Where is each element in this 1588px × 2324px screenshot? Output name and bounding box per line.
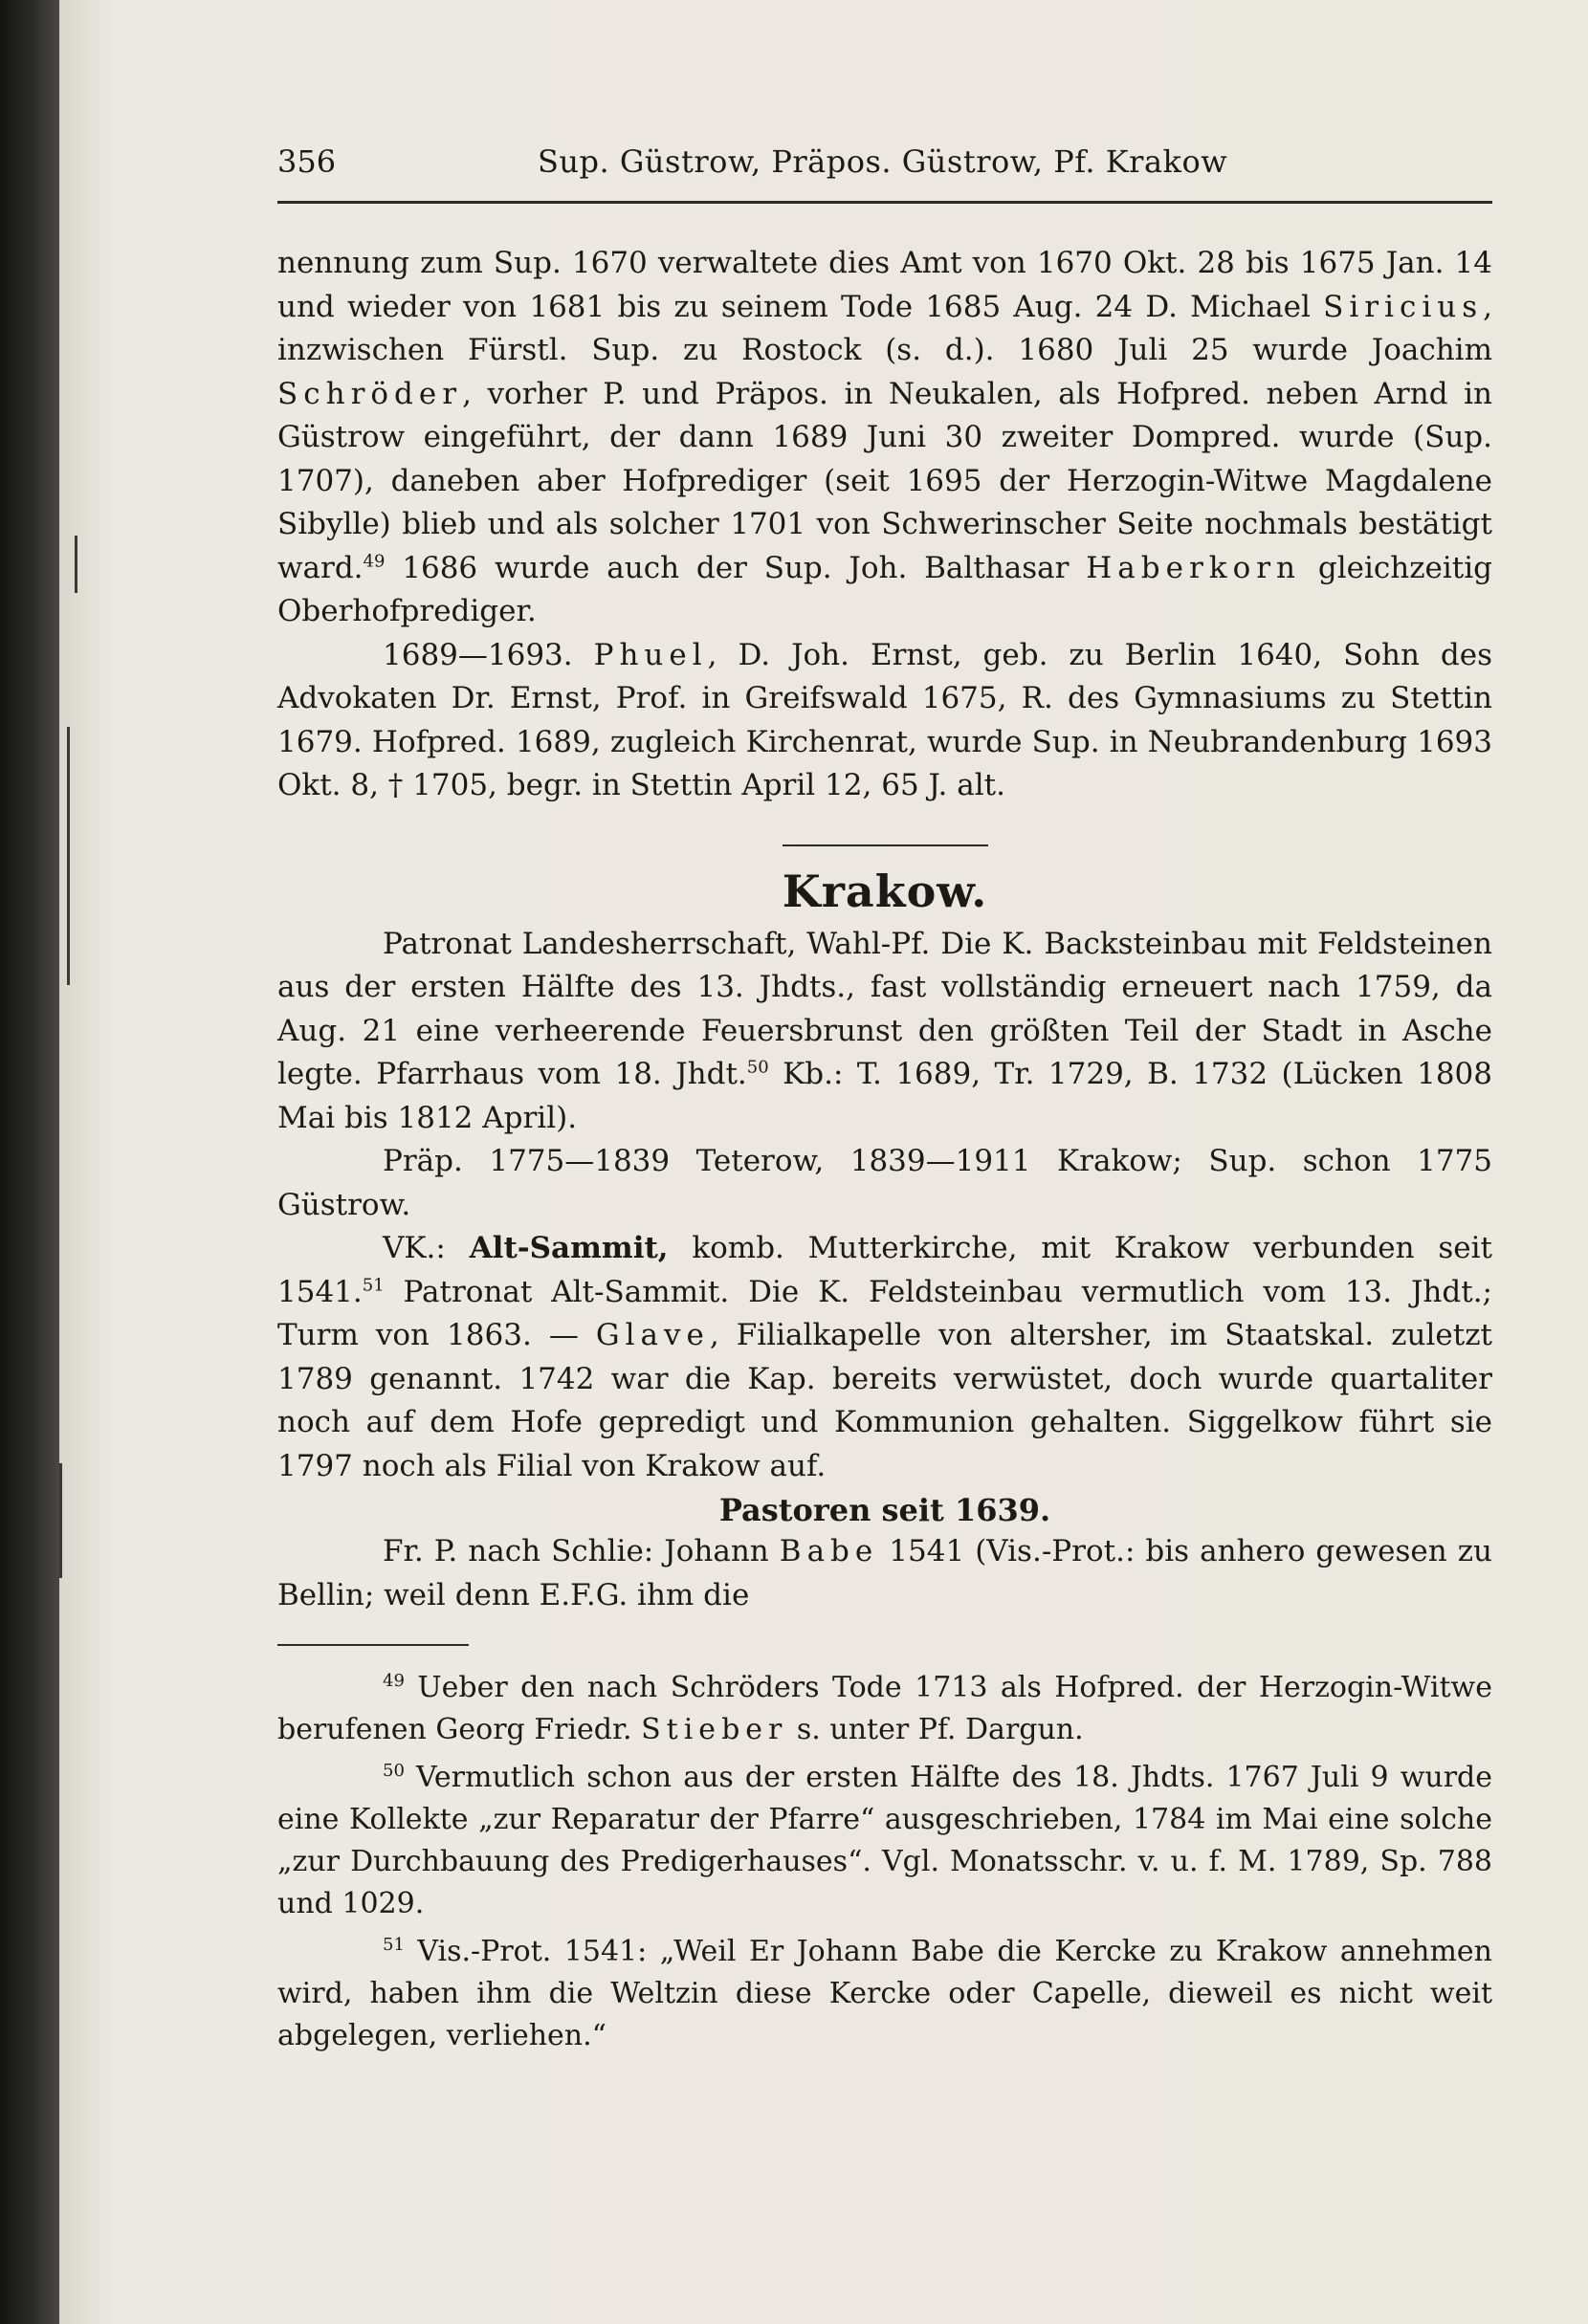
footnote-rule	[277, 1644, 469, 1646]
text-run: Kb.: T. 1689, Tr. 1729, B. 1732 (Lücken 1808 Mai bis 1812 April).	[277, 1057, 1492, 1135]
text-run: s. unter Pf. Dargun.	[787, 1713, 1084, 1746]
running-title: Sup. Güstrow, Präpos. Güstrow, Pf. Krakow	[538, 143, 1228, 180]
text-run: nennung zum Sup. 1670 verwaltete dies Amt von 1670 Okt. 28 bis 1675 Jan. 14 und wieder von 1681 bis zu seinem Tode 1685 Aug. 24 D. Michael	[277, 246, 1492, 324]
footnote	[277, 1667, 1492, 1751]
paragraph: Präp. 1775—1839 Teterow, 1839—1911 Krakow; Sup. schon 1775 Güstrow.	[277, 1144, 1492, 1222]
header-rule	[277, 201, 1492, 204]
text-run: , vorher P. und Präpos. in Neukalen, als Hofpred. neben Arnd in Güstrow eingeführt, der dann 1689 Juni 30 zweiter Dompred. wurde (Sup. 1707), daneben aber Hofprediger (seit 1695 der Herzogin-Witwe Magdalene Sibylle) blieb und als solcher 1701 von Schwerinscher Seite nochmals bestätigt ward.	[277, 376, 1492, 585]
paragraph	[277, 242, 1492, 634]
footnote-ref: 51	[362, 1275, 385, 1296]
scan-edge	[0, 0, 59, 2324]
text-run: 1686 wurde auch der Sup. Joh. Balthasar	[385, 550, 1087, 585]
page-header	[277, 143, 1492, 197]
text-run: Vis.-Prot. 1541: „Weil Er Johann Babe die Kercke zu Krakow annehmen wird, haben ihm die Weltzin diese Kercke oder Capelle, dieweil es nicht weit abgelegen, verliehen.“	[277, 1935, 1492, 2052]
text-run: 1541 (Vis.-Prot.: bis anhero gewesen zu Bellin; weil denn E.F.G. ihm die	[277, 1534, 1493, 1612]
spaced-name: Phuel	[593, 637, 708, 672]
text-run: VK.:	[383, 1231, 470, 1265]
page-content	[277, 143, 1492, 2057]
text-run: , Filialkapelle von altersher, im Staatskal. zuletzt 1789 genannt. 1742 war die Kap. bereits verwüstet, doch wurde quartaliter noch auf dem Hofe gepredigt und Kommunion gehalten. Siggelkow führt sie 1797 noch als Filial von Krakow auf.	[277, 1318, 1492, 1483]
footnotes	[277, 1667, 1492, 2057]
text-run: Ueber den nach Schröders Tode 1713 als Hofpred. der Herzogin-Witwe berufenen Georg Friedr.	[277, 1671, 1492, 1746]
footnote-number: 50	[383, 1761, 405, 1781]
spaced-name: Haberkorn	[1086, 550, 1302, 585]
paragraph	[277, 923, 1492, 1141]
footnote	[277, 1931, 1492, 2057]
text-run: 1689—1693.	[383, 637, 594, 672]
spaced-name: Schröder	[277, 376, 463, 411]
section-divider	[783, 844, 988, 846]
spaced-name: Glave	[595, 1318, 710, 1352]
section-title: Krakow.	[782, 865, 988, 917]
body-text	[277, 242, 1492, 1617]
margin-mark	[75, 536, 77, 593]
footnote-number: 49	[383, 1671, 405, 1691]
footnote-ref: 50	[746, 1057, 769, 1078]
spaced-name: Stieber	[641, 1713, 788, 1746]
text-run: gleichzeitig Oberhofprediger.	[277, 550, 1493, 628]
text-run: Patronat Alt-Sammit. Die K. Feldsteinbau vermutlich vom 13. Jhdt.; Turm von 1863. —	[277, 1274, 1492, 1352]
bold-place-name: Alt-Sammit,	[469, 1231, 669, 1265]
text-run: komb. Mutterkirche, mit Krakow verbunden seit 1541.	[277, 1231, 1492, 1309]
book-page	[59, 0, 1588, 2324]
spaced-name: Siricius	[1323, 289, 1484, 324]
text-run: , inzwischen Fürstl. Sup. zu Rostock (s. d.). 1680 Juli 25 wurde Joachim	[277, 289, 1492, 367]
margin-mark	[59, 1463, 62, 1578]
margin-mark	[67, 727, 70, 985]
paragraph	[277, 1530, 1492, 1617]
paragraph	[277, 1227, 1492, 1488]
footnote	[277, 1757, 1492, 1925]
footnote-number: 51	[383, 1935, 405, 1955]
spaced-name: Babe	[779, 1534, 879, 1568]
text-run: Fr. P. nach Schlie: Johann	[383, 1534, 780, 1568]
text-run: , D. Joh. Ernst, geb. zu Berlin 1640, Sohn des Advokaten Dr. Ernst, Prof. in Greifswald 1675, R. des Gymnasiums zu Stettin 1679. Hofpred. 1689, zugleich Kirchenrat, wurde Sup. in Neubrandenburg 1693 Okt. 8, † 1705, begr. in Stettin April 12, 65 J. alt.	[277, 637, 1492, 802]
footnote-ref: 49	[363, 551, 386, 572]
text-run: Vermutlich schon aus der ersten Hälfte des 18. Jhdts. 1767 Juli 9 wurde eine Kollekte „zur Reparatur der Pfarre“ ausgeschrieben, 1784 im Mai eine solche „zur Durchbauung des Predigerhauses“. Vgl. Monatsschr. v. u. f. M. 1789, Sp. 788 und 1029.	[277, 1761, 1492, 1920]
text-run: Patronat Landesherrschaft, Wahl-Pf. Die K. Backsteinbau mit Feldsteinen aus der ersten Hälfte des 13. Jhdts., fast vollständig erneuert nach 1759, da Aug. 21 eine verheerende Feuersbrunst den größten Teil der Stadt in Asche legte. Pfarrhaus vom 18. Jhdt.	[277, 926, 1492, 1091]
page-number: 356	[277, 143, 337, 180]
paragraph	[277, 634, 1492, 808]
pastors-heading: Pastoren seit 1639.	[718, 1492, 1051, 1528]
